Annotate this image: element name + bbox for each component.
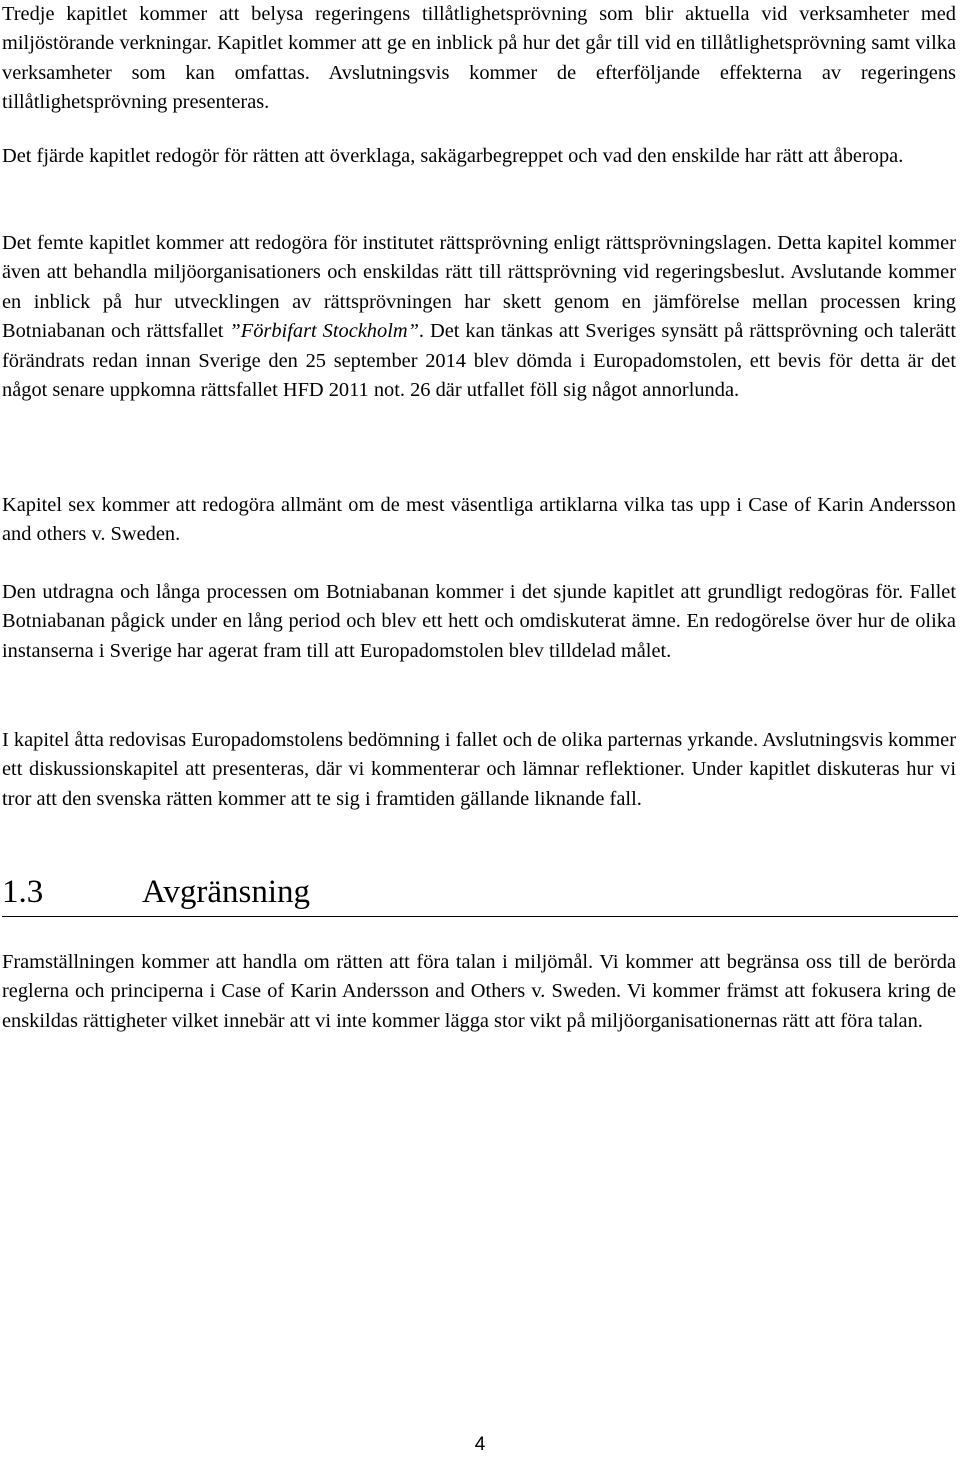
paragraph-chapter-seven: Den utdragna och långa processen om Botniabanan kommer i det sjunde kapitlet att grundligt redogöras för. Fallet Botniabanan pågick under en lång period och blev ett hett och omdiskuterat ämne. En redogörelse över hur de olika instanserna i Sverige har agerat fram till att Europadomstolen blev tilldelad målet. <box>2 581 956 662</box>
case-name-forbifart-stockholm: ”Förbifart Stockholm” <box>229 320 419 343</box>
page-number: 4 <box>474 1434 486 1455</box>
section-number: 1.3 <box>2 874 44 910</box>
paragraph-chapter-five <box>2 229 956 405</box>
paragraph-chapter-eight: I kapitel åtta redovisas Europadomstolens bedömning i fallet och de olika parternas yrkande. Avslutningsvis kommer ett diskussionskapitel att presenteras, där vi kommenterar och lämnar reflektioner. Under kapitlet diskuteras hur vi tror att den svenska rätten kommer att te sig i framtiden gällande liknande fall. <box>2 729 956 810</box>
paragraph-chapter-six: Kapitel sex kommer att redogöra allmänt om de mest väsentliga artiklarna vilka tas upp i Case of Karin Andersson and others v. Sweden. <box>2 494 956 546</box>
section-heading <box>2 868 958 917</box>
section-title: Avgränsning <box>142 874 311 910</box>
paragraph-delimitation: Framställningen kommer att handla om rätten att föra talan i miljömål. Vi kommer att begränsa oss till de berörda reglerna och principerna i Case of Karin Andersson and Others v. Sweden. Vi kommer främst att fokusera kring de enskildas rättigheter vilket innebär att vi inte kommer lägga stor vikt på miljöorganisationernas rätt att föra talan. <box>2 951 956 1032</box>
paragraph-chapter-five-start: Det femte kapitlet kommer att redogöra för institutet rättsprövning enligt rättsprövningslagen. Detta kapitel kommer även att behandla miljöorganisationers och enskildas rätt till rättsprövning vid regeringsbeslut. Avslutande kommer en inblick på hur utvecklingen av rättsprövningen har skett genom en jämförelse mellan processen kring Botniabanan och rättsfallet <box>2 232 956 343</box>
paragraph-chapter-three: Tredje kapitlet kommer att belysa regeringens tillåtlighetsprövning som blir aktuella vid verksamheter med miljöstörande verkningar. Kapitlet kommer att ge en inblick på hur det går till vid en tillåtlighetsprövning samt vilka verksamheter som kan omfattas. Avslutningsvis kommer de efterföljande effekterna av regeringens tillåtlighetsprövning presenteras. <box>2 3 956 114</box>
paragraph-chapter-five-end: . Det kan tänkas att Sveriges synsätt på rättsprövning och talerätt förändrats redan innan Sverige den 25 september 2014 blev dömda i Europadomstolen, ett bevis för detta är det något senare uppkomna rättsfallet HFD 2011 not. 26 där utfallet föll sig något annorlunda. <box>2 320 956 402</box>
paragraph-chapter-four: Det fjärde kapitlet redogör för rätten att överklaga, sakägarbegreppet och vad den enskilde har rätt att åberopa. <box>2 145 904 167</box>
